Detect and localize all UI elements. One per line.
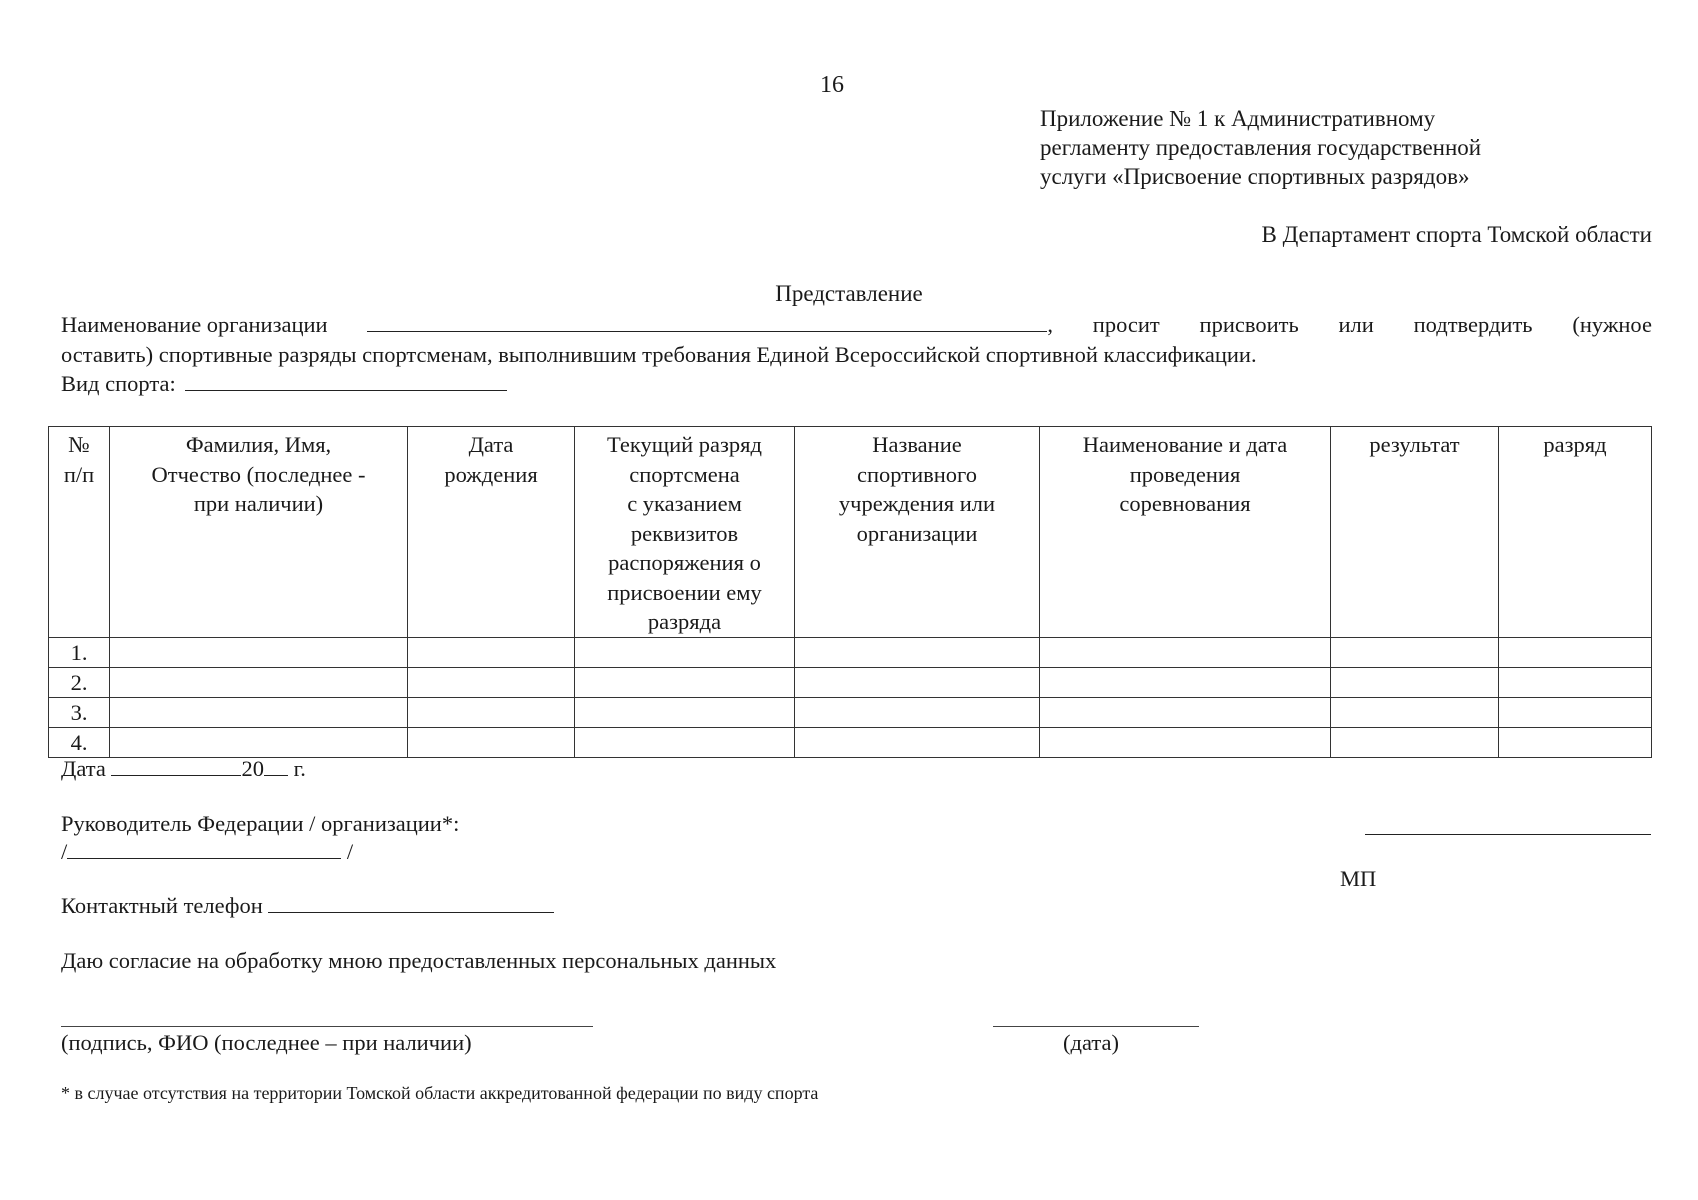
header-birth-date: Дата рождения — [408, 427, 575, 638]
slash-open: / — [61, 839, 68, 864]
paragraph-word: присвоить — [1199, 312, 1299, 337]
date-line — [61, 756, 306, 782]
table-cell[interactable] — [1499, 697, 1652, 727]
table-row — [49, 697, 1652, 727]
row-number: 4. — [49, 727, 110, 757]
signature-line[interactable] — [61, 1026, 593, 1027]
table-cell[interactable] — [1499, 667, 1652, 697]
table-cell[interactable] — [1040, 727, 1331, 757]
organization-label: Наименование организации — [61, 312, 328, 337]
table-cell[interactable] — [110, 697, 408, 727]
table-cell[interactable] — [1040, 637, 1331, 667]
footnote: * в случае отсутствия на территории Томской области аккредитованной федерации по виду спорта — [61, 1083, 819, 1103]
table-cell[interactable] — [110, 667, 408, 697]
table-cell[interactable] — [408, 637, 575, 667]
row-number: 2. — [49, 667, 110, 697]
sport-line — [61, 369, 1652, 399]
year-blank[interactable] — [264, 757, 288, 776]
table-cell[interactable] — [408, 697, 575, 727]
page-number: 16 — [820, 72, 844, 98]
row-number: 1. — [49, 637, 110, 667]
header-full-name: Фамилия, Имя, Отчество (последнее - при наличии) — [110, 427, 408, 638]
addressee: В Департамент спорта Томской области — [1261, 222, 1652, 247]
header-institution: Название спортивного учреждения или организации — [795, 427, 1040, 638]
date-suffix: г. — [293, 756, 306, 781]
phone-line — [61, 893, 554, 919]
phone-blank[interactable] — [268, 894, 554, 913]
table-cell[interactable] — [110, 637, 408, 667]
date-label: Дата — [61, 756, 106, 781]
table-row — [49, 727, 1652, 757]
table-cell[interactable] — [1040, 697, 1331, 727]
table-cell[interactable] — [575, 667, 795, 697]
paragraph-line: оставить) спортивные разряды спортсменам, выполнившим требования Единой Всероссийской спортивной классификации. — [61, 341, 1257, 367]
table-row — [49, 637, 1652, 667]
table-cell[interactable] — [1040, 667, 1331, 697]
table-cell[interactable] — [408, 727, 575, 757]
paragraph-word: подтвердить — [1413, 312, 1533, 337]
table-cell[interactable] — [795, 697, 1040, 727]
appendix-line: регламенту предоставления государственной — [1040, 135, 1482, 160]
table-cell[interactable] — [1331, 667, 1499, 697]
date-caption: (дата) — [1063, 1030, 1119, 1055]
table-cell[interactable] — [1499, 637, 1652, 667]
appendix-line: услуги «Присвоение спортивных разрядов» — [1040, 164, 1470, 189]
table-cell[interactable] — [1331, 637, 1499, 667]
organization-blank[interactable] — [367, 313, 1047, 332]
table-header-row — [49, 427, 1652, 638]
row-number: 3. — [49, 697, 110, 727]
header-current-rank: Текущий разряд спортсмена с указанием реквизитов распоряжения о присвоении ему разряда — [575, 427, 795, 638]
table-row — [49, 667, 1652, 697]
appendix-line: Приложение № 1 к Административному — [1040, 106, 1436, 131]
table-cell[interactable] — [795, 727, 1040, 757]
sport-label: Вид спорта: — [61, 371, 176, 396]
table-cell[interactable] — [1331, 697, 1499, 727]
paragraph-word: или — [1338, 312, 1374, 337]
header-result: результат — [1331, 427, 1499, 638]
table-cell[interactable] — [575, 637, 795, 667]
sport-blank[interactable] — [185, 372, 507, 391]
slash-close: / — [346, 839, 354, 864]
table-cell[interactable] — [408, 667, 575, 697]
request-paragraph — [61, 310, 1652, 399]
appendix-reference — [1040, 104, 1481, 191]
paragraph-word: просит — [1092, 312, 1160, 337]
head-name-blank[interactable] — [67, 840, 341, 859]
paragraph-word: , — [1047, 312, 1054, 337]
stamp-place: МП — [1340, 866, 1377, 891]
consent-date-line[interactable] — [993, 1026, 1199, 1027]
signature-caption: (подпись, ФИО (последнее – при наличии) — [61, 1030, 472, 1055]
organization-line — [61, 310, 1652, 340]
header-rank: разряд — [1499, 427, 1652, 638]
table-cell[interactable] — [795, 637, 1040, 667]
phone-label: Контактный телефон — [61, 893, 263, 918]
header-number: № п/п — [49, 427, 110, 638]
table-cell[interactable] — [575, 727, 795, 757]
table-cell[interactable] — [795, 667, 1040, 697]
table-cell[interactable] — [110, 727, 408, 757]
head-name-line — [61, 839, 353, 865]
paragraph-word: (нужное — [1572, 312, 1652, 337]
consent-text: Даю согласие на обработку мною предоставленных персональных данных — [61, 948, 777, 973]
head-signature-line[interactable] — [1365, 834, 1651, 835]
date-blank[interactable] — [111, 757, 241, 776]
athletes-table — [48, 426, 1651, 758]
table-cell[interactable] — [575, 697, 795, 727]
header-competition: Наименование и дата проведения соревнования — [1040, 427, 1331, 638]
date-year: 20 — [241, 756, 264, 781]
table-cell[interactable] — [1499, 727, 1652, 757]
document-title: Представление — [775, 281, 923, 306]
head-label: Руководитель Федерации / организации*: — [61, 811, 460, 836]
table-cell[interactable] — [1331, 727, 1499, 757]
